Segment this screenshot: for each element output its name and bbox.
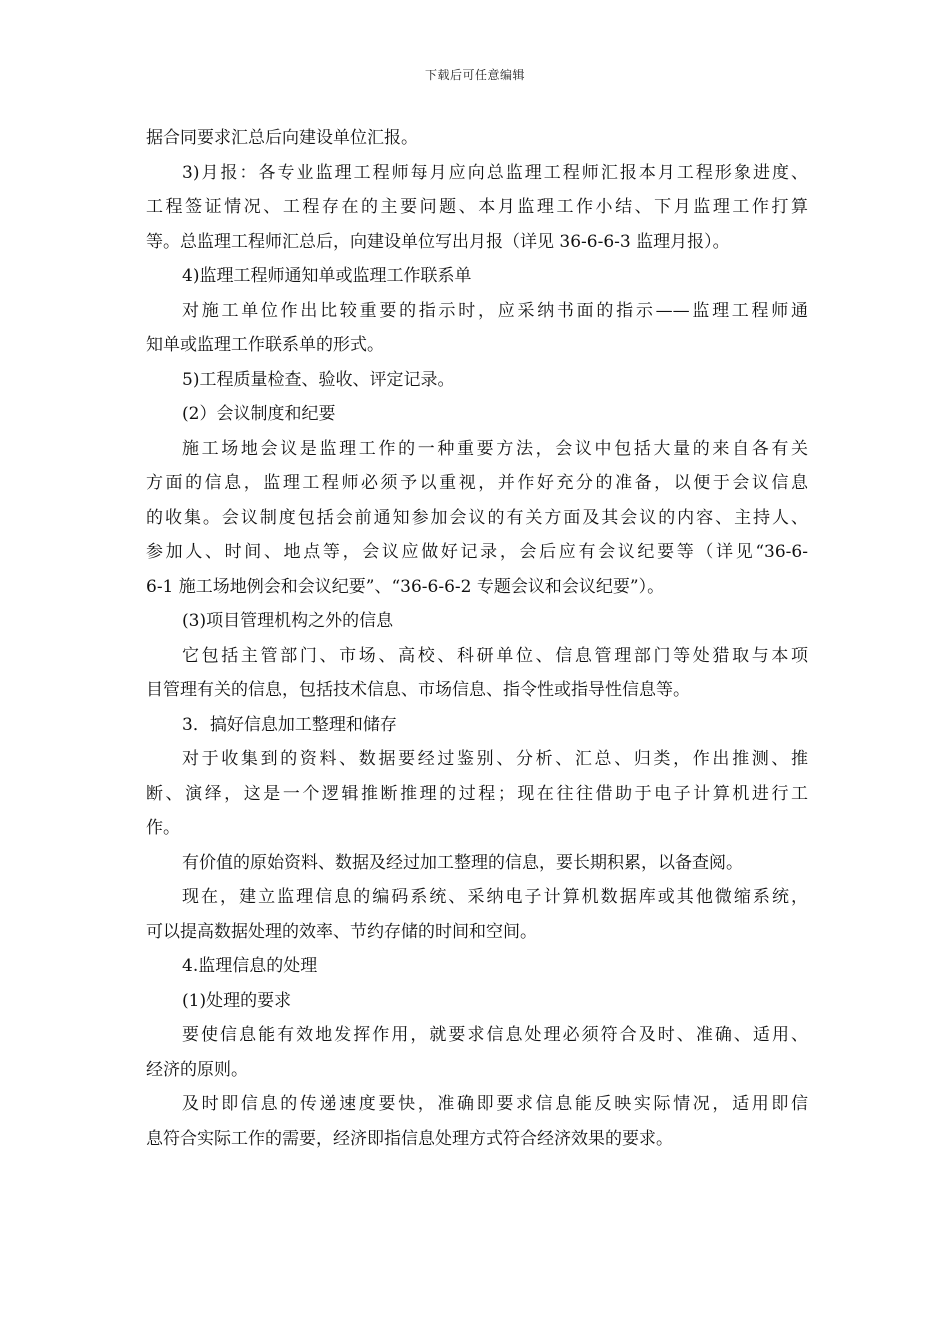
text-line: 4)监理工程师通知单或监理工作联系单 [182, 266, 472, 286]
text-line: 它包括主管部门、市场、高校、科研单位、信息管理部门等处猎取与本项 [182, 645, 808, 666]
text-line: 经济的原则。 [146, 1059, 248, 1080]
text-line: 的收集。会议制度包括会前通知参加会议的有关方面及其会议的内容、主持人、 [146, 507, 808, 528]
text-line: (3)项目管理机构之外的信息 [182, 611, 394, 631]
text-line: 工程签证情况、工程存在的主要问题、本月监理工作小结、下月监理工作打算 [146, 197, 808, 217]
text-line: 息符合实际工作的需要，经济即指信息处理方式符合经济效果的要求。 [146, 1128, 673, 1149]
text-line: 6-1 施工场地例会和会议纪要”、“36-6-6-2 专题会议和会议纪要”）。 [146, 576, 665, 597]
text-line: 参加人、时间、地点等，会议应做好记录，会后应有会议纪要等（详见“36-6- [146, 542, 808, 562]
text-line: 知单或监理工作联系单的形式。 [146, 335, 384, 355]
text-line: (1)处理的要求 [182, 990, 292, 1011]
text-line: 要使信息能有效地发挥作用，就要求信息处理必须符合及时、准确、适用、 [182, 1025, 808, 1045]
text-line: 及时即信息的传递速度要快，准确即要求信息能反映实际情况，适用即信 [182, 1094, 808, 1114]
text-line: 4.监理信息的处理 [182, 956, 318, 976]
text-line: 对施工单位作出比较重要的指示时，应采纳书面的指示——监理工程师通 [182, 300, 808, 321]
text-line: 施工场地会议是监理工作的一种重要方法，会议中包括大量的来自各有关 [182, 438, 808, 459]
text-line: 方面的信息，监理工程师必须予以重视，并作好充分的准备，以便于会议信息 [146, 473, 808, 493]
text-line: 3．搞好信息加工整理和储存 [182, 714, 397, 735]
text-line: 3)月报：各专业监理工程师每月应向总监理工程师汇报本月工程形象进度、 [182, 162, 808, 183]
text-line: 有价值的原始资料、数据及经过加工整理的信息，要长期积累，以备查阅。 [182, 852, 743, 873]
text-line: (2）会议制度和纪要 [182, 404, 336, 424]
page-header-note: 下载后可任意编辑 [424, 68, 525, 82]
text-line: 对于收集到的资料、数据要经过鉴别、分析、汇总、归类，作出推测、推 [182, 749, 808, 769]
text-line: 据合同要求汇总后向建设单位汇报。 [146, 128, 418, 148]
text-line: 断、演绎，这是一个逻辑推断推理的过程；现在往往借助于电子计算机进行工 [146, 783, 808, 804]
text-line: 5)工程质量检查、验收、评定记录。 [182, 369, 455, 390]
text-line: 可以提高数据处理的效率、节约存储的时间和空间。 [146, 921, 537, 942]
text-line: 目管理有关的信息，包括技术信息、市场信息、指令性或指导性信息等。 [146, 680, 690, 700]
text-line: 等。总监理工程师汇总后，向建设单位写出月报（详见 36-6-6-3 监理月报）。 [146, 231, 730, 252]
text-line: 现在，建立监理信息的编码系统、采纳电子计算机数据库或其他微缩系统， [182, 887, 808, 907]
document-body [146, 121, 826, 1156]
text-line: 作。 [146, 818, 180, 838]
